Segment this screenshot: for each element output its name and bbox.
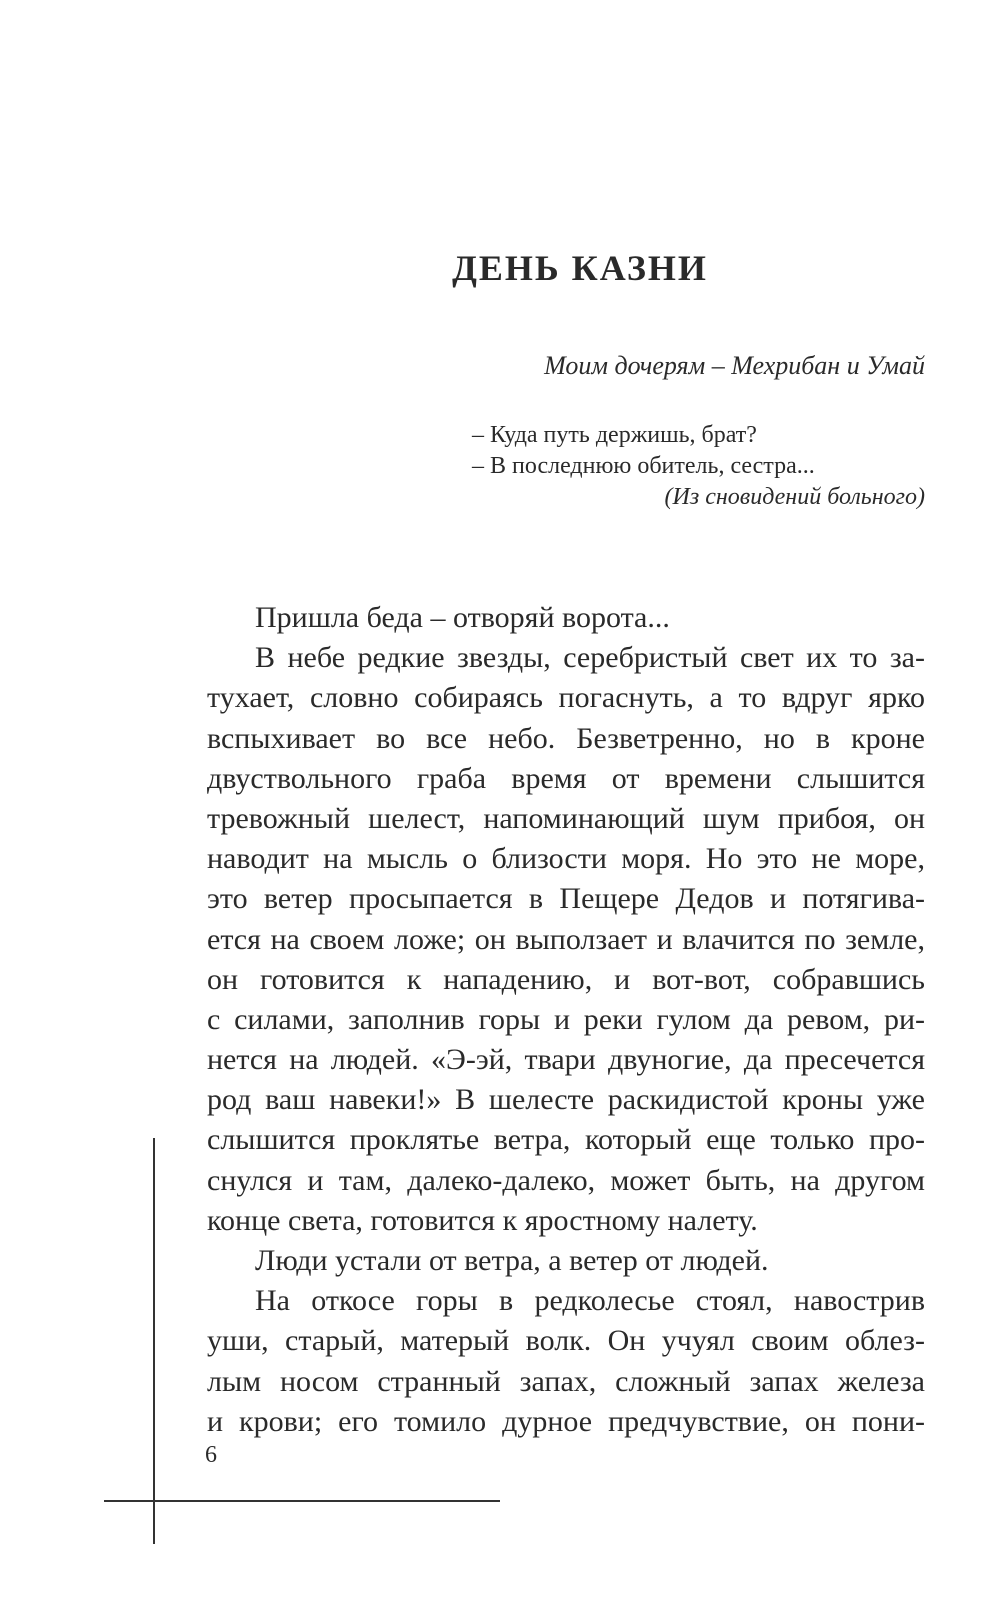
- text-line: наводит на мысль о близости моря. Но это не море,: [207, 842, 925, 876]
- text-line: двуствольного граба время от времени слышится: [207, 761, 925, 795]
- epigraph-line: – Куда путь держишь, брат?: [472, 422, 757, 448]
- text-line: ется на своем ложе; он выползает и влачится по земле,: [207, 922, 925, 956]
- text-line: вспыхивает во все небо. Безветренно, но в кроне: [207, 721, 925, 755]
- text-line: уши, старый, матерый волк. Он учуял своим облез-: [207, 1324, 925, 1358]
- text-line: снулся и там, далеко-далеко, может быть, на другом: [207, 1163, 925, 1197]
- text-line: он готовится к нападению, и вот-вот, собравшись: [207, 962, 925, 996]
- text-line: нется на людей. «Э-эй, твари двуногие, да пресечется: [207, 1043, 925, 1077]
- text-line: На откосе горы в редколесье стоял, навострив: [255, 1284, 925, 1318]
- text-line: тревожный шелест, напоминающий шум прибоя, он: [207, 801, 925, 835]
- crop-mark-horizontal: [104, 1500, 500, 1502]
- text-line: конце света, готовится к яростному налету.: [207, 1203, 758, 1237]
- page-number: 6: [205, 1442, 217, 1468]
- text-line: В небе редкие звезды, серебристый свет их то за-: [255, 641, 925, 675]
- epigraph-source: (Из сновидений больного): [664, 484, 925, 510]
- text-line: с силами, заполнив горы и реки гулом да ревом, ри-: [207, 1002, 925, 1036]
- text-line: это ветер просыпается в Пещере Дедов и потягива-: [207, 882, 925, 916]
- text-line: Люди устали от ветра, а ветер от людей.: [255, 1244, 769, 1277]
- crop-mark-vertical: [153, 1138, 155, 1544]
- text-line: Пришла беда – отворяй ворота...: [255, 601, 670, 634]
- text-line: тухает, словно собираясь погаснуть, а то вдруг ярко: [207, 681, 925, 715]
- epigraph: [472, 420, 925, 513]
- text-line: слышится проклятье ветра, который еще только про-: [207, 1123, 925, 1157]
- text-line: род ваш навеки!» В шелесте раскидистой кроны уже: [207, 1083, 925, 1117]
- body-text: [207, 598, 925, 1442]
- dedication: Моим дочерям – Мехрибан и Умай: [544, 351, 925, 380]
- chapter-title: ДЕНЬ КАЗНИ: [452, 248, 708, 288]
- epigraph-line: – В последнюю обитель, сестра...: [472, 453, 815, 479]
- text-line: лым носом странный запах, сложный запах железа: [207, 1364, 925, 1398]
- text-line: и крови; его томило дурное предчувствие, он пони-: [207, 1404, 925, 1438]
